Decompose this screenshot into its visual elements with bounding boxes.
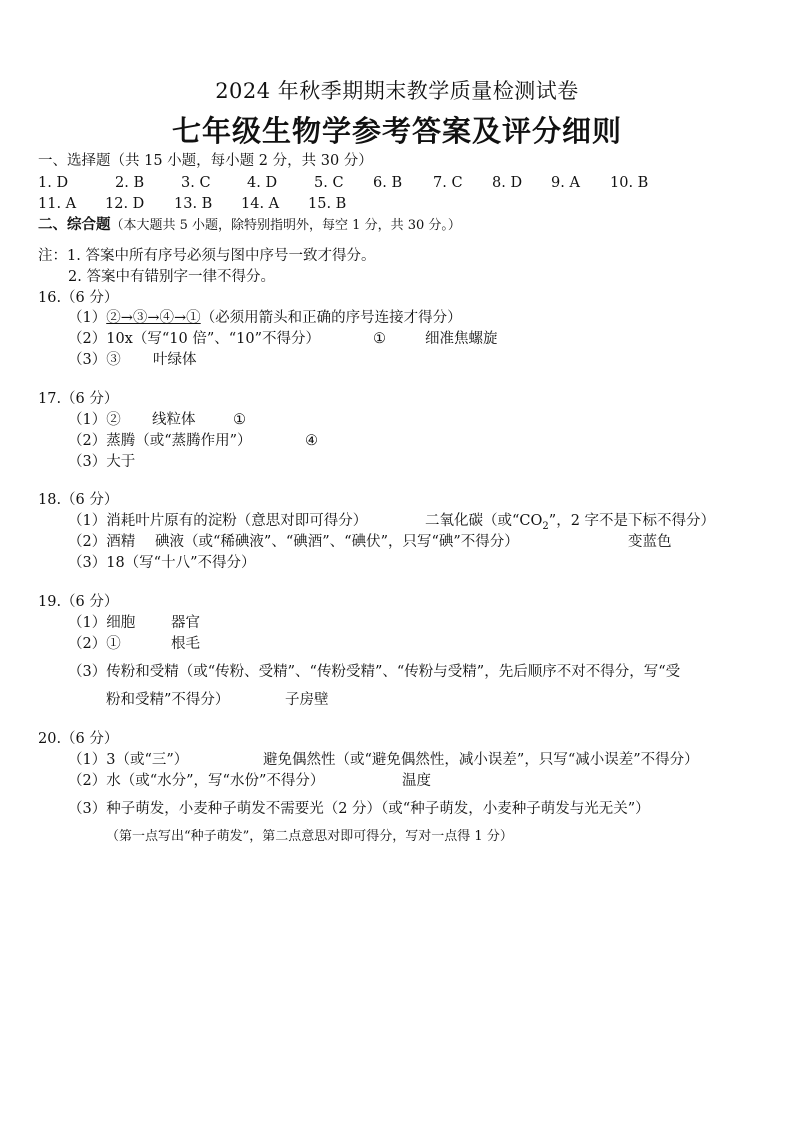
mc-answer: 7. C	[433, 175, 463, 191]
mc-answer: 8. D	[492, 175, 523, 191]
q19-answer-3-line2a: 粉和受精”不得分）	[106, 692, 230, 708]
q19-answer-2b: 根毛	[171, 636, 200, 652]
q16-answer-2b: ①	[373, 331, 386, 347]
section2-heading	[38, 215, 461, 236]
mc-answer-row-2	[38, 194, 738, 214]
q18-header: 18.（6 分）	[38, 492, 119, 508]
q19-answer-1b: 器官	[171, 615, 200, 631]
q18-a1b-post: ”，2 字不是下标不得分）	[548, 513, 716, 529]
q20-answer-2b: 温度	[402, 773, 431, 789]
mc-answer: 12. D	[105, 196, 145, 212]
q18-answer-1a: （1）消耗叶片原有的淀粉（意思对即可得分）	[68, 513, 368, 529]
q20-answer-1a: （1）3（或“三”）	[68, 752, 189, 768]
q18-answer-1b	[425, 511, 715, 531]
note-line-2: 2. 答案中有错别字一律不得分。	[68, 269, 275, 285]
note-line-1: 注：1. 答案中所有序号必须与图中序号一致才得分。	[38, 248, 376, 264]
q16-a1-note: （必须用箭头和正确的序号连接才得分）	[200, 310, 462, 326]
q17-answer-1a: （1）②	[68, 412, 121, 428]
q19-answer-2a: （2）①	[68, 636, 121, 652]
mc-answer: 14. A	[241, 196, 280, 212]
mc-answer: 3. C	[181, 175, 211, 191]
q16-answer-2a: （2）10x（写“10 倍”、“10”不得分）	[68, 331, 321, 347]
q20-answer-3-line2: （第一点写出“种子萌发”，第二点意思对即可得分，写对一点得 1 分）	[106, 829, 513, 844]
mc-answer: 13. B	[174, 196, 213, 212]
mc-answer: 4. D	[247, 175, 278, 191]
q16-answer-3b: 叶绿体	[153, 352, 197, 368]
q17-answer-1b: 线粒体	[152, 412, 196, 428]
section2-heading-note: （本大题共 5 小题，除特别指明外，每空 1 分，共 30 分。）	[110, 218, 461, 233]
mc-answer: 2. B	[115, 175, 145, 191]
q18-a1b-pre: 二氧化碳（或“CO	[425, 513, 543, 529]
mc-answer: 1. D	[38, 175, 69, 191]
q16-header: 16.（6 分）	[38, 290, 119, 306]
q18-answer-2b: 碘液（或“稀碘液”、“碘酒”、“碘伏”，只写“碘”不得分）	[155, 534, 519, 550]
section2-heading-label: 二、综合题	[38, 216, 111, 233]
q16-answer-2c: 细准焦螺旋	[425, 331, 498, 347]
q18-answer-2a: （2）酒精	[68, 534, 136, 550]
q19-answer-1a: （1）细胞	[68, 615, 136, 631]
q19-answer-3-line1: （3）传粉和受精（或“传粉、受精”、“传粉受精”、“传粉与受精”，先后顺序不对不得分，写“受	[68, 664, 681, 680]
q18-answer-3: （3）18（写“十八”不得分）	[68, 555, 256, 571]
q17-header: 17.（6 分）	[38, 391, 119, 407]
q16-a1-prefix: （1）	[68, 310, 107, 326]
q19-answer-3-line2b: 子房壁	[285, 692, 329, 708]
q16-answer-1	[68, 308, 462, 328]
mc-answer: 5. C	[314, 175, 344, 191]
q18-a1b-subscript: 2	[542, 520, 549, 532]
q17-answer-1c: ①	[233, 412, 246, 428]
q17-answer-3: （3）大于	[68, 454, 136, 470]
q17-answer-2a: （2）蒸腾（或“蒸腾作用”）	[68, 433, 252, 449]
section1-heading: 一、选择题（共 15 小题，每小题 2 分，共 30 分）	[38, 153, 373, 169]
mc-answer-row-1	[38, 173, 738, 193]
mc-answer: 10. B	[610, 175, 649, 191]
q19-header: 19.（6 分）	[38, 594, 119, 610]
q18-answer-2c: 变蓝色	[628, 534, 672, 550]
mc-answer: 9. A	[551, 175, 580, 191]
q17-answer-2b: ④	[305, 433, 318, 449]
mc-answer: 15. B	[308, 196, 347, 212]
q20-header: 20.（6 分）	[38, 731, 119, 747]
mc-answer: 6. B	[373, 175, 403, 191]
q20-answer-3-line1: （3）种子萌发，小麦种子萌发不需要光（2 分）（或“种子萌发，小麦种子萌发与光无关”）	[68, 801, 650, 817]
q20-answer-2a: （2）水（或“水分”，写“水份”不得分）	[68, 773, 325, 789]
q16-answer-3a: （3）③	[68, 352, 121, 368]
exam-title: 2024 年秋季期期末教学质量检测试卷	[215, 79, 579, 103]
q16-a1-sequence: ②→③→④→①	[106, 310, 201, 326]
mc-answer: 11. A	[38, 196, 77, 212]
q20-answer-1b: 避免偶然性（或“避免偶然性，减小误差”，只写“减小误差”不得分）	[263, 752, 699, 768]
answer-key-title: 七年级生物学参考答案及评分细则	[171, 114, 622, 148]
